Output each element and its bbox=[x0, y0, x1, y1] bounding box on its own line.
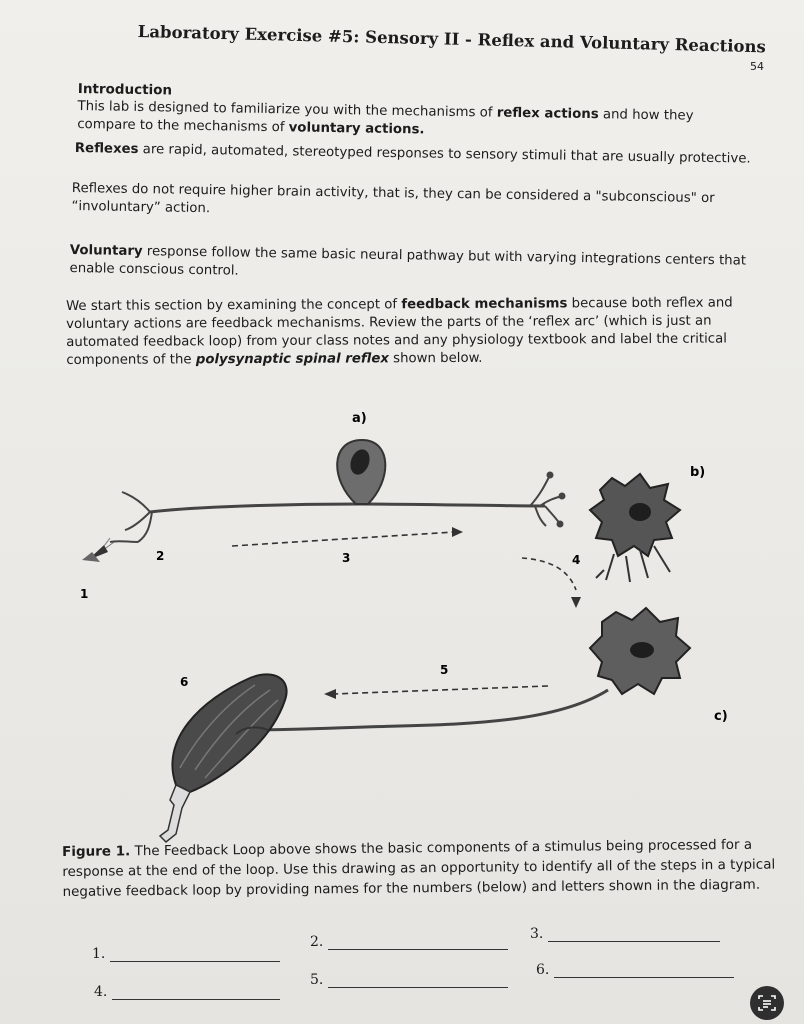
axon-terminals bbox=[530, 473, 565, 527]
answer-field-3[interactable] bbox=[548, 927, 720, 942]
diagram-label-c: c) bbox=[714, 709, 728, 724]
answer-field-1[interactable] bbox=[110, 947, 280, 962]
introduction-section bbox=[77, 80, 748, 145]
scan-text-icon bbox=[757, 993, 777, 1013]
diagram-label-4: 4 bbox=[572, 553, 581, 567]
motor-direction-arrow bbox=[324, 686, 548, 699]
figure-label: Figure 1. bbox=[62, 843, 131, 860]
interneuron-cell bbox=[590, 474, 680, 582]
scan-text-button[interactable] bbox=[750, 986, 784, 1020]
intro-term-voluntary-actions: voluntary actions. bbox=[288, 120, 425, 138]
reflexes-paragraph bbox=[75, 140, 755, 169]
voluntary-paragraph bbox=[69, 242, 749, 289]
motor-neuron-cell-body bbox=[590, 608, 690, 694]
effector-muscle bbox=[160, 674, 287, 842]
diagram-label-6: 6 bbox=[180, 675, 189, 689]
sensory-neuron-axon bbox=[150, 504, 545, 512]
diagram-label-3: 3 bbox=[342, 551, 351, 565]
answer-row-1 bbox=[92, 946, 280, 962]
feedback-paragraph bbox=[66, 294, 766, 370]
diagram-label-a: a) bbox=[352, 411, 367, 426]
intro-term-reflex-actions: reflex actions bbox=[496, 105, 599, 123]
feedback-text-e: shown below. bbox=[388, 350, 483, 367]
sensory-receptor-icon bbox=[82, 538, 114, 562]
answer-row-3 bbox=[530, 926, 720, 942]
answer-label-1: 1. bbox=[92, 946, 106, 962]
answer-row-2 bbox=[310, 934, 508, 950]
motor-neuron-axon bbox=[250, 690, 608, 730]
sensory-direction-arrow bbox=[232, 527, 463, 546]
reflexes-definition: are rapid, automated, stereotyped responses to sensory stimuli that are usually protective. bbox=[138, 141, 751, 167]
feedback-text-a: We start this section by examining the concept of bbox=[66, 297, 402, 314]
answer-label-3: 3. bbox=[530, 926, 544, 942]
reflexes-involuntary-paragraph: Reflexes do not require higher brain activity, that is, they can be considered a "subconscious" or “involuntary” action. bbox=[71, 180, 715, 217]
figure-caption bbox=[62, 834, 803, 902]
voluntary-term: Voluntary bbox=[69, 242, 143, 260]
answer-field-4[interactable] bbox=[112, 985, 280, 1000]
intro-text-a: This lab is designed to familiarize you with the mechanisms of bbox=[77, 98, 497, 121]
polysynaptic-reflex-term: polysynaptic spinal reflex bbox=[195, 351, 389, 368]
introduction-heading: Introduction bbox=[77, 80, 173, 99]
sensory-cell-body bbox=[337, 440, 385, 504]
answer-field-5[interactable] bbox=[328, 973, 508, 988]
voluntary-definition: response follow the same basic neural pathway but with varying integrations centers that enable conscious control. bbox=[69, 244, 747, 279]
answer-row-4 bbox=[94, 984, 280, 1000]
page-number: 54 bbox=[750, 60, 764, 73]
feedback-text-c: because both reflex and voluntary actions are feedback mechanisms. Review the parts of the ‘reflex arc’ (which is just an automated feedback loop) from your class notes and any physiology textbook and label the critical components of the bbox=[66, 295, 733, 368]
diagram-label-5: 5 bbox=[440, 663, 449, 677]
figure-caption-text: The Feedback Loop above shows the basic components of a stimulus being processed for a response at the end of the loop. Use this drawing as an opportunity to identify all of the steps in a typical negative feedback loop by providing names for the numbers (below) and letters shown in the diagram. bbox=[62, 836, 776, 900]
diagram-label-1: 1 bbox=[80, 587, 89, 601]
answer-field-2[interactable] bbox=[328, 935, 508, 950]
sensory-dendrites bbox=[110, 492, 152, 542]
answer-label-5: 5. bbox=[310, 972, 324, 988]
document-title: Laboratory Exercise #5: Sensory II - Reflex and Voluntary Reactions bbox=[137, 22, 767, 57]
answer-label-2: 2. bbox=[310, 934, 324, 950]
answer-label-4: 4. bbox=[94, 984, 108, 1000]
reflex-arc-diagram bbox=[0, 400, 804, 860]
reflexes-term: Reflexes bbox=[74, 140, 139, 157]
feedback-term: feedback mechanisms bbox=[401, 296, 568, 313]
answer-row-6 bbox=[536, 962, 734, 978]
answer-row-5 bbox=[310, 972, 508, 988]
answer-label-6: 6. bbox=[536, 962, 550, 978]
intro-text-c: and how they compare to the mechanisms of bbox=[77, 107, 694, 136]
diagram-label-b: b) bbox=[690, 465, 706, 480]
diagram-label-2: 2 bbox=[156, 549, 165, 563]
answer-field-6[interactable] bbox=[554, 963, 734, 978]
